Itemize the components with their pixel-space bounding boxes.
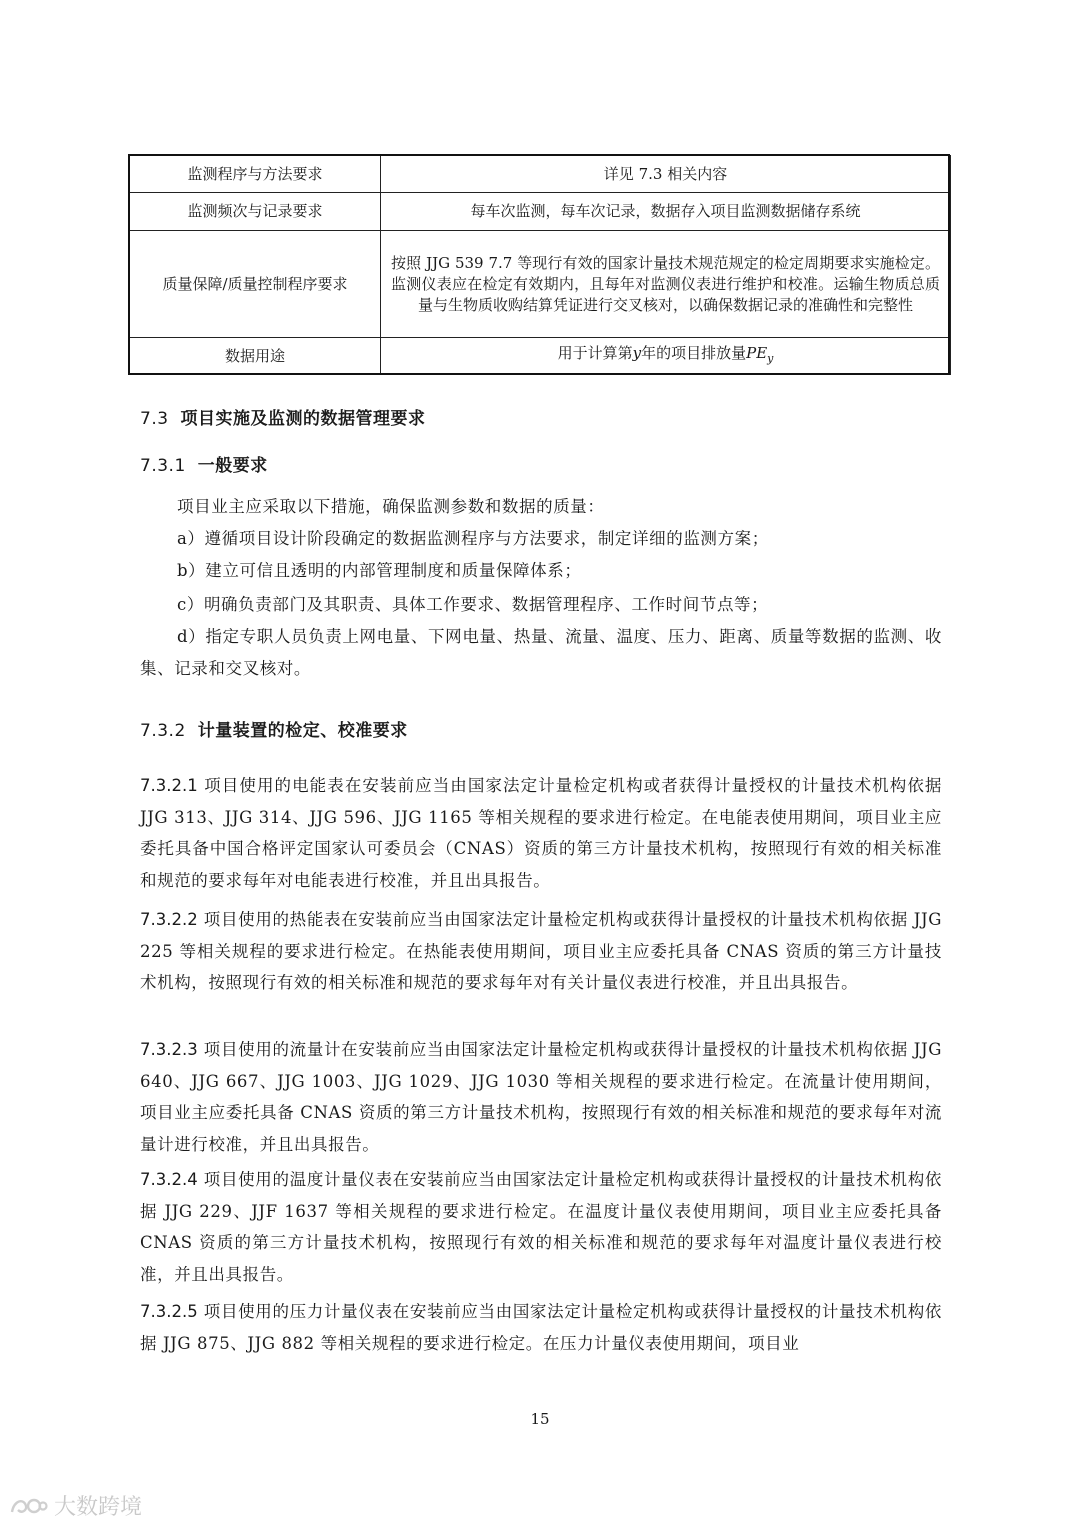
table-value [381,338,951,375]
list-item-text: d）指定专职人员负责上网电量、下网电量、热量、流量、温度、压力、距离、质量等数据的监测、收集、记录和交叉核对。 [140,627,942,678]
watermark-logo-icon [8,1494,48,1518]
section-title: 项目实施及监测的数据管理要求 [180,409,426,429]
section-heading-7-3 [140,404,426,429]
watermark [8,1490,142,1521]
table-row [130,231,951,338]
section-heading-7-3-1 [140,451,268,476]
section-title: 计量装置的检定、校准要求 [197,721,408,741]
clause-number: 7.3.2.5 [140,1302,198,1321]
page-number: 15 [530,1410,550,1428]
table-label: 监测频次与记录要求 [130,193,381,231]
table-row [130,193,951,231]
monitoring-table [129,155,951,375]
math-symbol: PE [746,344,768,362]
list-item: c）明确负责部门及其职责、具体工作要求、数据管理程序、工作时间节点等； [177,595,769,614]
clause-text: 项目使用的热能表在安装前应当由国家法定计量检定机构或获得计量授权的计量技术机构依据 JJG 225 等相关规程的要求进行检定。在热能表使用期间，项目业主应委托具备 CNAS 资质的第三方计量技术机构，按照现行有效的相关标准和规范的要求每年对有关计量仪表进行校准，并且出具报告。 [140,910,942,992]
clause-number: 7.3.2.3 [140,1040,198,1059]
clause-paragraph [140,1164,942,1290]
clause-number: 7.3.2.1 [140,776,198,795]
table-value: 每车次监测，每车次记录，数据存入项目监测数据储存系统 [381,193,951,231]
clause-text: 项目使用的温度计量仪表在安装前应当由国家法定计量检定机构或获得计量授权的计量技术机构依据 JJG 229、JJF 1637 等相关规程的要求进行检定。在温度计量仪表使用期间，项目业主应委托具备 CNAS 资质的第三方计量技术机构，按照现行有效的相关标准和规范的要求每年对温度计量仪表进行校准，并且出具报告。 [140,1170,942,1284]
value-mid: 年的项目排放量 [641,344,747,362]
list-item: b）建立可信且透明的内部管理制度和质量保障体系； [177,561,582,580]
math-subscript: y [767,352,774,365]
clause-number: 7.3.2.4 [140,1170,198,1189]
table-row [130,156,951,193]
section-number: 7.3.2 [140,721,186,741]
table-label: 监测程序与方法要求 [130,156,381,193]
math-var-y: y [632,344,642,362]
clause-text: 项目使用的压力计量仪表在安装前应当由国家法定计量检定机构或获得计量授权的计量技术机构依据 JJG 875、JJG 882 等相关规程的要求进行检定。在压力计量仪表使用期间，项目业 [140,1302,942,1353]
list-item: a）遵循项目设计阶段确定的数据监测程序与方法要求，制定详细的监测方案； [177,529,769,548]
list-item [140,621,942,684]
clause-paragraph [140,770,942,896]
table-row [130,338,951,375]
clause-paragraph [140,904,942,999]
value-prefix: 用于计算第 [557,344,633,362]
math-pe-y [746,344,774,365]
table-label: 数据用途 [130,338,381,375]
clause-number: 7.3.2.2 [140,910,198,929]
section-heading-7-3-2 [140,716,408,741]
table-label: 质量保障/质量控制程序要求 [130,231,381,338]
clause-text: 项目使用的电能表在安装前应当由国家法定计量检定机构或者获得计量授权的计量技术机构依据 JJG 313、JJG 314、JJG 596、JJG 1165 等相关规程的要求进行检定。在电能表使用期间，项目业主应委托具备中国合格评定国家认可委员会（CNAS）资质的第三方计量技术机构，按照现行有效的相关标准和规范的要求每年对电能表进行校准，并且出具报告。 [140,776,942,890]
clause-paragraph [140,1034,942,1160]
clause-text: 项目使用的流量计在安装前应当由国家法定计量检定机构或获得计量授权的计量技术机构依据 JJG 640、JJG 667、JJG 1003、JJG 1029、JJG 1030 等相关规程的要求进行检定。在流量计使用期间，项目业主应委托具备 CNAS 资质的第三方计量技术机构，按照现行有效的相关标准和规范的要求每年对流量计进行校准，并且出具报告。 [140,1040,942,1154]
table-value: 详见 7.3 相关内容 [381,156,951,193]
intro-paragraph: 项目业主应采取以下措施，确保监测参数和数据的质量： [177,497,605,516]
section-title: 一般要求 [197,456,268,476]
section-number: 7.3.1 [140,456,186,476]
clause-paragraph [140,1296,942,1359]
table-value: 按照 JJG 539 7.7 等现行有效的国家计量技术规范规定的检定周期要求实施检定。监测仪表应在检定有效期内，且每年对监测仪表进行维护和校准。运输生物质总质量与生物质收购结算凭证进行交叉核对，以确保数据记录的准确性和完整性 [381,231,951,338]
section-number: 7.3 [140,409,169,429]
watermark-text: 大数跨境 [54,1495,143,1520]
